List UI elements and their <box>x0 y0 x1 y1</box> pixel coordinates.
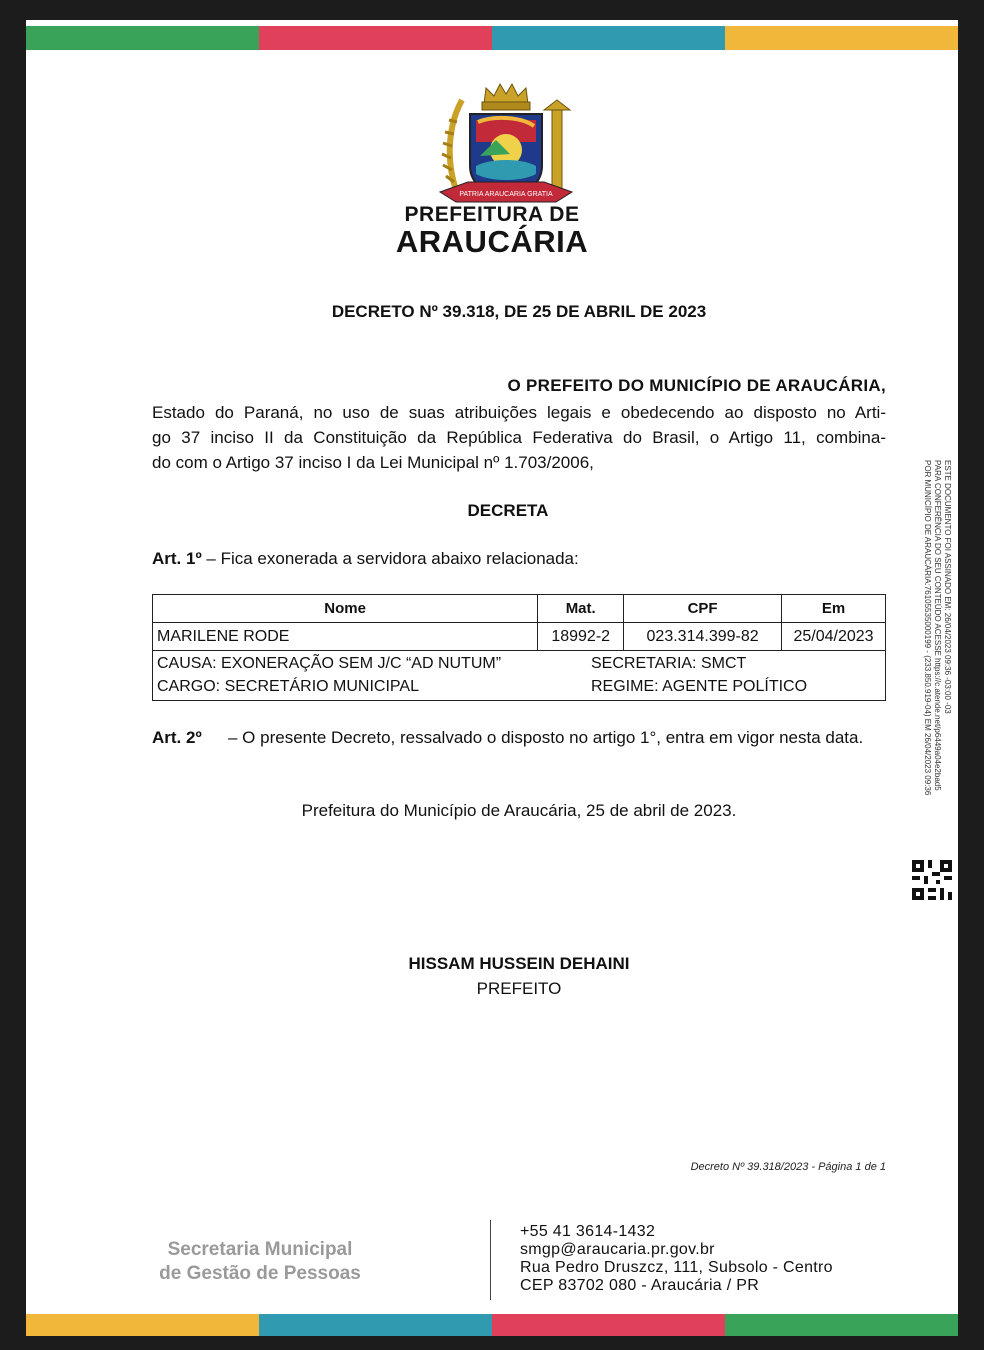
article-2-text: – O presente Decreto, ressalvado o disposto no artigo 1°, entra em vigor nesta data. <box>228 728 864 747</box>
stripe-segment <box>259 1314 492 1336</box>
department-name <box>126 1238 394 1286</box>
intro-line: Estado do Paraná, no uso de suas atribuições legais e obedecendo ao disposto no Arti- <box>152 403 886 422</box>
employee-table <box>152 594 886 701</box>
digital-signature-stamp <box>910 460 954 900</box>
table-header-cell: Mat. <box>538 595 624 623</box>
table-row <box>153 623 886 651</box>
coat-of-arms-logo <box>406 70 606 210</box>
intro-paragraph <box>152 400 886 475</box>
table-details-row <box>153 651 886 701</box>
table-header-cell: Em <box>782 595 886 623</box>
regime-text: REGIME: AGENTE POLÍTICO <box>591 678 808 695</box>
stripe-segment <box>725 1314 958 1336</box>
table-header-row <box>153 595 886 623</box>
stamp-line: PARA CONFERÊNCIA DO SEU CONTEÚDO ACESSE https://c.atende.net/p6449a04e2bad5 <box>933 460 942 791</box>
article-1-text: – Fica exonerada a servidora abaixo relacionada: <box>201 549 579 568</box>
stripe-segment <box>492 1314 725 1336</box>
table-cell-mat: 18992-2 <box>538 623 624 651</box>
article-2 <box>152 725 886 750</box>
footer-divider <box>490 1220 491 1300</box>
color-stripe-bottom <box>26 1314 958 1336</box>
stamp-line: ESTE DOCUMENTO FOI ASSINADO EM: 26/04/2023 09:36 -03:00 -03 <box>943 460 952 714</box>
contact-phone: +55 41 3614-1432 <box>520 1223 656 1240</box>
stripe-segment <box>26 1314 259 1336</box>
contact-cep: CEP 83702 080 - Araucária / PR <box>520 1277 760 1294</box>
cargo-text: CARGO: SECRETÁRIO MUNICIPAL <box>157 678 419 695</box>
page-info: Decreto Nº 39.318/2023 - Página 1 de 1 <box>690 1161 886 1173</box>
coat-of-arms-motto: PATRIA ARAUCARIA GRATIA <box>459 191 553 198</box>
contact-address: Rua Pedro Druszcz, 111, Subsolo - Centro <box>520 1259 833 1276</box>
table-cell-cpf: 023.314.399-82 <box>624 623 782 651</box>
brand-line2: ARAUCÁRIA <box>395 224 589 259</box>
article-1-label: Art. 1º <box>152 549 202 568</box>
causa-text: CAUSA: EXONERAÇÃO SEM J/C “AD NUTUM” <box>157 655 502 672</box>
intro-line: go 37 inciso II da Constituição da República Federativa do Brasil, o Artigo 11, combina- <box>152 428 886 447</box>
signature-block <box>26 951 958 1001</box>
stripe-segment <box>26 26 259 50</box>
article-2-label: Art. 2º <box>152 728 202 747</box>
stamp-line: POR MUNICÍPIO DE ARAUCÁRIA:76105535000199 - (233.850.919-04) EM 26/04/2023 09:36 <box>923 460 932 796</box>
signer-name: HISSAM HUSSEIN DEHAINI <box>408 954 630 973</box>
stripe-segment <box>259 26 492 50</box>
table-cell-name: MARILENE RODE <box>153 623 538 651</box>
intro-heading: O PREFEITO DO MUNICÍPIO DE ARAUCÁRIA, <box>507 376 886 395</box>
place-date: Prefeitura do Município de Araucária, 25 de abril de 2023. <box>301 801 737 820</box>
table-cell-date: 25/04/2023 <box>782 623 886 651</box>
document-page <box>26 20 958 1336</box>
department-line2: de Gestão de Pessoas <box>159 1263 361 1284</box>
decreta-heading: DECRETA <box>467 501 549 520</box>
brand-wordmark <box>326 204 658 258</box>
qr-code-icon[interactable] <box>912 860 952 900</box>
signer-role: PREFEITO <box>476 979 562 998</box>
color-stripe-top <box>26 26 958 50</box>
stripe-segment <box>725 26 958 50</box>
table-header-cell: CPF <box>624 595 782 623</box>
decree-title: DECRETO Nº 39.318, DE 25 DE ABRIL DE 2023 <box>331 302 707 321</box>
contact-email: smgp@araucaria.pr.gov.br <box>520 1241 715 1258</box>
table-header-cell: Nome <box>153 595 538 623</box>
secretaria-text: SECRETARIA: SMCT <box>591 655 747 672</box>
stripe-segment <box>492 26 725 50</box>
department-line1: Secretaria Municipal <box>167 1239 353 1260</box>
contact-info <box>520 1223 833 1295</box>
article-1 <box>152 549 579 569</box>
intro-line: do com o Artigo 37 inciso I da Lei Municipal nº 1.703/2006, <box>152 453 594 472</box>
brand-line1: PREFEITURA DE <box>404 203 580 226</box>
table-details-cell <box>153 651 886 701</box>
